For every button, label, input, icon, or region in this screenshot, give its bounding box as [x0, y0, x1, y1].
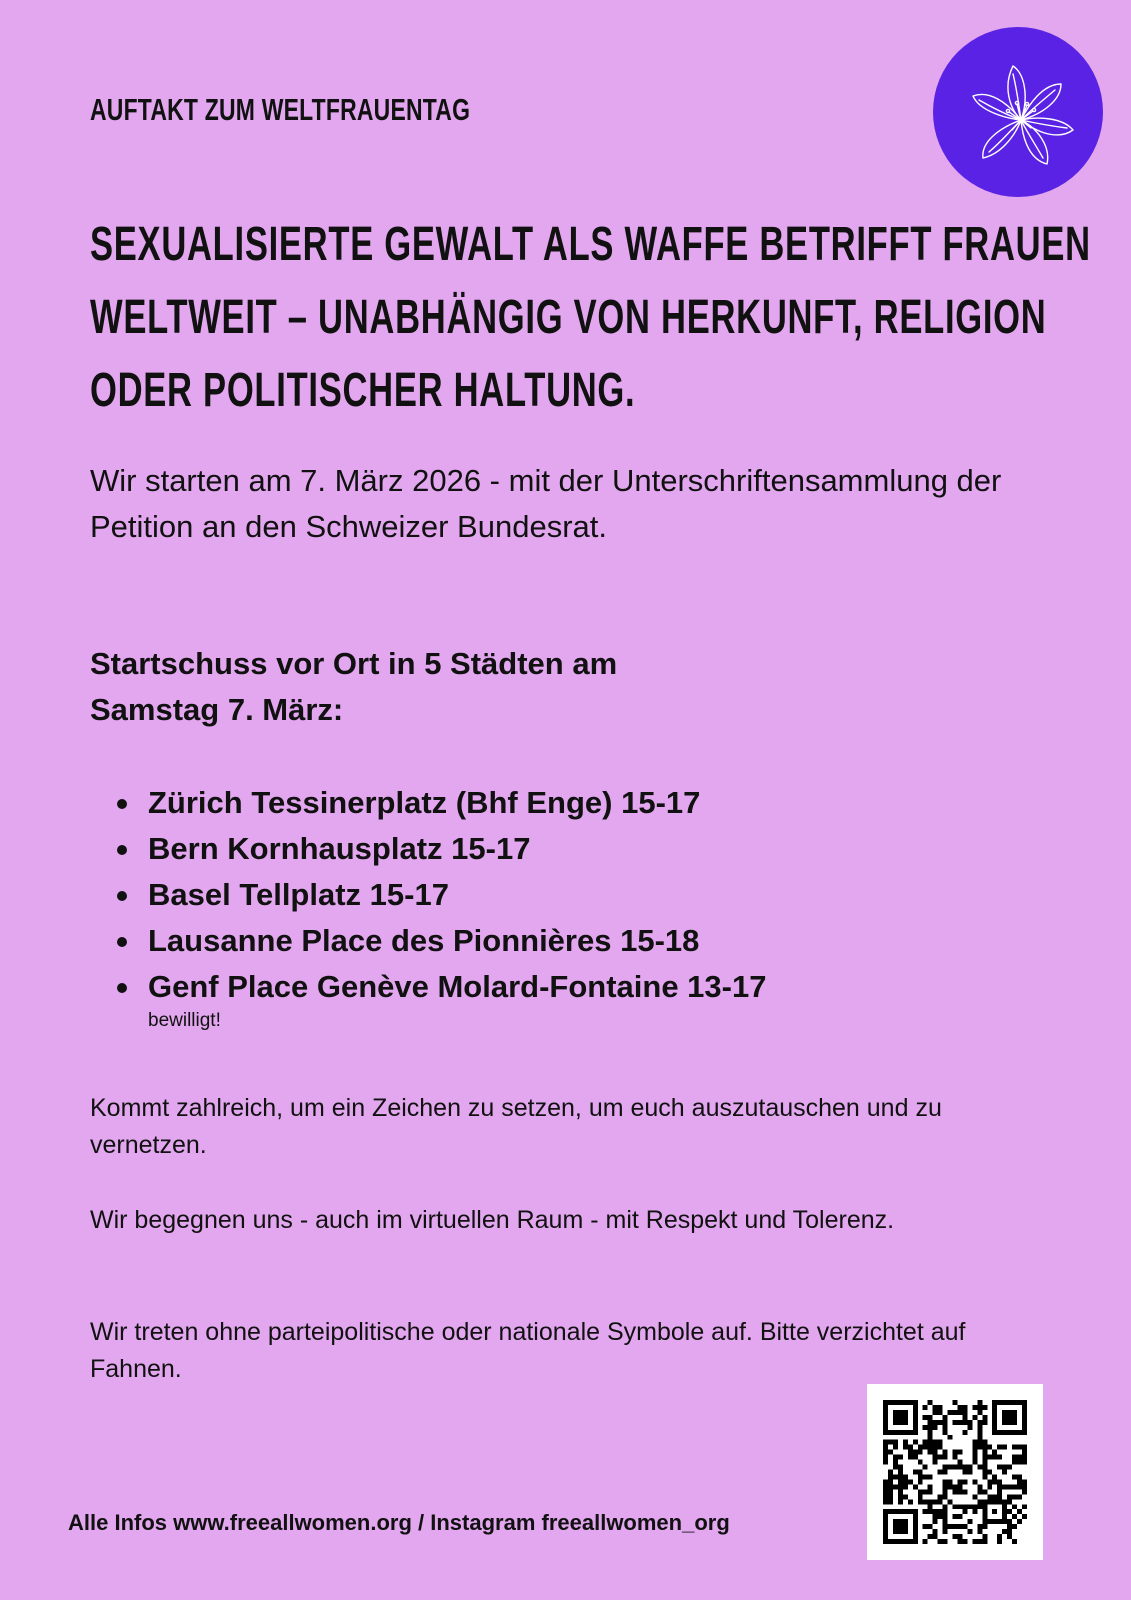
invitation-paragraph: Kommt zahlreich, um ein Zeichen zu setzen, um euch auszutauschen und zu vernetzen. [90, 1094, 942, 1159]
city-item [90, 826, 1050, 872]
logo [933, 27, 1103, 197]
event-tagline: AUFTAKT ZUM WELTFRAUENTAG [90, 92, 471, 127]
city-label: Zürich Tessinerplatz (Bhf Enge) 15-17 [148, 785, 701, 820]
intro-text: Wir starten am 7. März 2026 - mit der Unterschriftensammlung der Petition an den Schweizer Bundesrat. [90, 463, 1002, 544]
city-label: Bern Kornhausplatz 15-17 [148, 831, 531, 866]
city-item [90, 780, 1050, 826]
cities-heading-line: Samstag 7. März: [90, 692, 344, 727]
city-note: bewilligt! [148, 1010, 221, 1031]
headline [90, 208, 1091, 427]
qr-code[interactable] [867, 1384, 1043, 1560]
headline-line: SEXUALISIERTE GEWALT ALS WAFFE BETRIFFT FRAUEN [90, 218, 1091, 271]
city-item [90, 964, 1050, 1034]
cities-heading [90, 641, 617, 733]
city-item [90, 918, 1050, 964]
city-label: Lausanne Place des Pionnières 15-18 [148, 923, 700, 958]
cities-heading-line: Startschuss vor Ort in 5 Städten am [90, 646, 618, 681]
city-list [90, 780, 1050, 1034]
headline-line: ODER POLITISCHER HALTUNG. [90, 364, 636, 417]
city-label: Genf Place Genève Molard-Fontaine 13-17 [148, 969, 767, 1004]
respect-paragraph: Wir begegnen uns - auch im virtuellen Raum - mit Respekt und Tolerenz. [90, 1206, 895, 1234]
city-item [90, 872, 1050, 918]
headline-line: WELTWEIT – UNABHÄNGIG VON HERKUNFT, RELIGION [90, 291, 1047, 344]
flower-icon [933, 27, 1103, 197]
footer-info: Alle Infos www.freeallwomen.org / Instagram freeallwomen_org [68, 1510, 730, 1535]
symbols-paragraph: Wir treten ohne parteipolitische oder nationale Symbole auf. Bitte verzichtet auf Fahnen. [90, 1318, 966, 1383]
qr-code-icon [883, 1400, 1027, 1544]
city-label: Basel Tellplatz 15-17 [148, 877, 449, 912]
